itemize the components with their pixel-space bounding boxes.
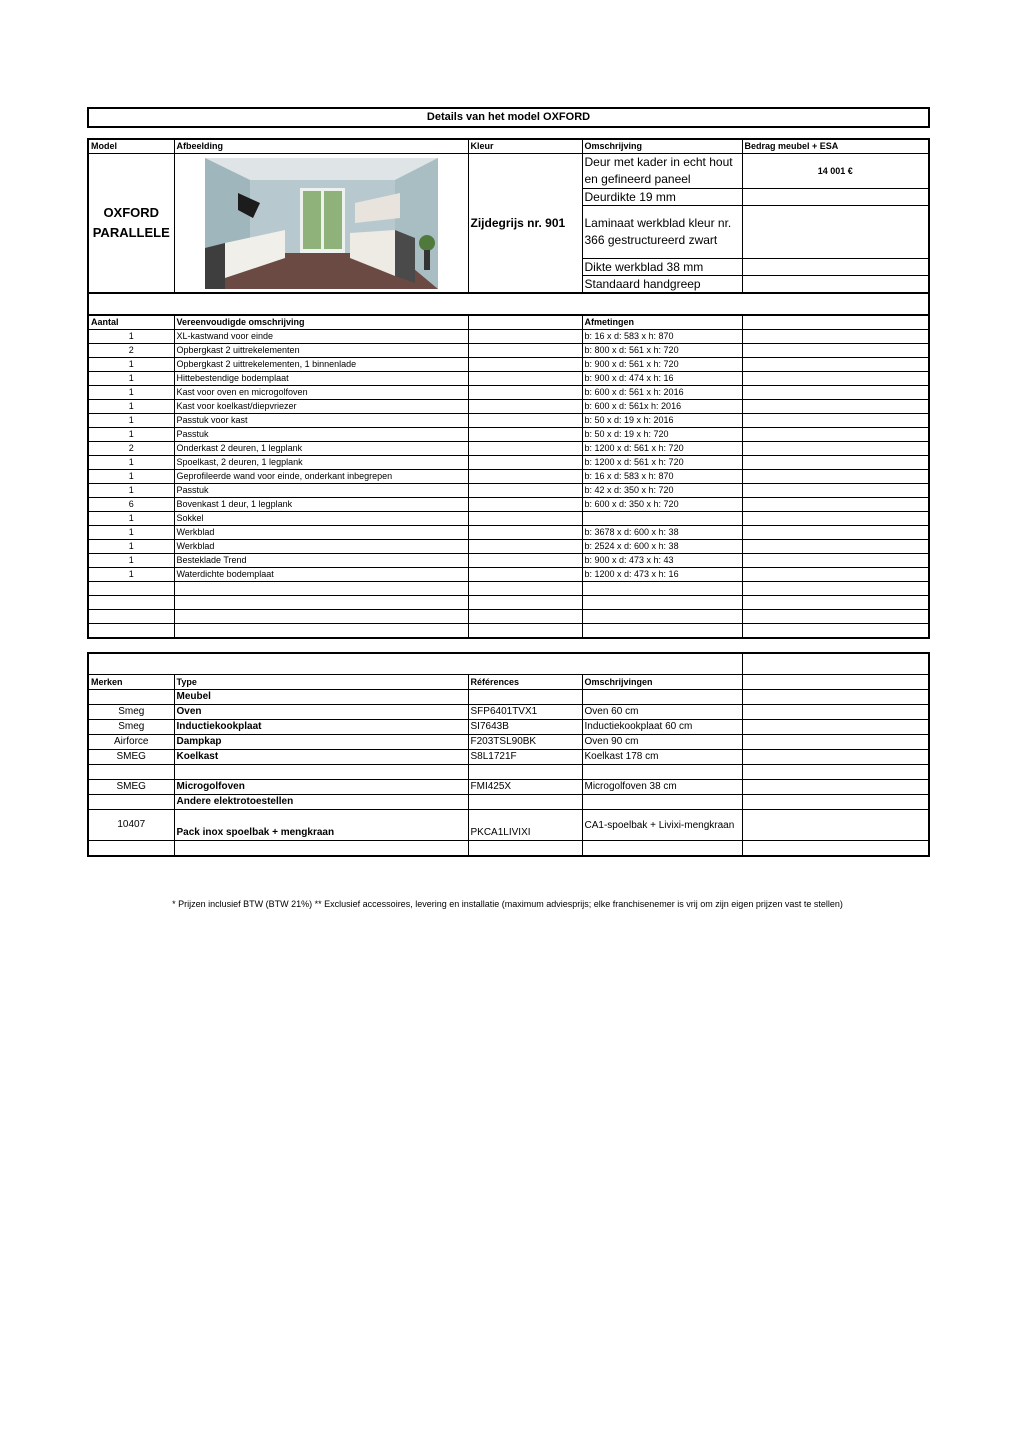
item-description: [174, 596, 468, 610]
appliance-type: Microgolfoven: [174, 780, 468, 795]
item-description: [174, 582, 468, 596]
item-description: Onderkast 2 deuren, 1 legplank: [174, 442, 468, 456]
kitchen-photo: [205, 158, 438, 289]
item-qty: 1: [88, 568, 174, 582]
item-qty: 1: [88, 526, 174, 540]
header-omschrijvingen: Omschrijvingen: [582, 675, 742, 690]
table-row: [88, 720, 929, 735]
header-aantal: Aantal: [88, 315, 174, 330]
appliance-reference: SI7643B: [468, 720, 582, 735]
brand-name: [88, 765, 174, 780]
item-qty: 1: [88, 386, 174, 400]
brands-table: [87, 652, 930, 857]
brand-name: Smeg: [88, 705, 174, 720]
table-row: [88, 610, 929, 624]
item-description: Sokkel: [174, 512, 468, 526]
brand-name: [88, 795, 174, 810]
description-worktop-thickness: Dikte werkblad 38 mm: [582, 259, 742, 276]
table-row: [88, 780, 929, 795]
table-row: [88, 358, 929, 372]
appliance-description: Microgolfoven 38 cm: [582, 780, 742, 795]
header-vereenvoudigde-omschrijving: Vereenvoudigde omschrijving: [174, 315, 468, 330]
appliance-type: Koelkast: [174, 750, 468, 765]
table-row: [88, 456, 929, 470]
header-bedrag: Bedrag meubel + ESA: [742, 139, 929, 154]
table-row: [88, 470, 929, 484]
item-description: Besteklade Trend: [174, 554, 468, 568]
appliance-reference: [468, 765, 582, 780]
table-row: [88, 568, 929, 582]
pack-desc: CA1-spoelbak + Livixi-mengkraan: [582, 810, 742, 841]
appliance-reference: [468, 690, 582, 705]
item-qty: 2: [88, 344, 174, 358]
item-qty: [88, 582, 174, 596]
item-qty: 1: [88, 330, 174, 344]
appliance-description: Inductiekookplaat 60 cm: [582, 720, 742, 735]
item-dimensions: b: 600 x d: 561x h: 2016: [582, 400, 742, 414]
header-omschrijving: Omschrijving: [582, 139, 742, 154]
item-dimensions: b: 3678 x d: 600 x h: 38: [582, 526, 742, 540]
appliance-type: Andere elektrotoestellen: [174, 795, 468, 810]
item-dimensions: [582, 582, 742, 596]
item-description: Spoelkast, 2 deuren, 1 legplank: [174, 456, 468, 470]
item-qty: 1: [88, 372, 174, 386]
table-row: [88, 512, 929, 526]
table-row: [88, 624, 929, 639]
brand-name: SMEG: [88, 780, 174, 795]
item-dimensions: b: 1200 x d: 473 x h: 16: [582, 568, 742, 582]
table-row: [88, 735, 929, 750]
item-qty: 1: [88, 456, 174, 470]
description-worktop: Laminaat werkblad kleur nr. 366 gestructureerd zwart: [582, 206, 742, 259]
item-qty: 2: [88, 442, 174, 456]
table-spacer: [87, 294, 930, 314]
description-handle: Standaard handgreep: [582, 276, 742, 294]
pack-type: Pack inox spoelbak + mengkraan: [174, 810, 468, 841]
table-row: [88, 705, 929, 720]
table-row: [88, 372, 929, 386]
items-table: [87, 314, 930, 639]
item-description: Opbergkast 2 uittrekelementen: [174, 344, 468, 358]
item-dimensions: b: 50 x d: 19 x h: 720: [582, 428, 742, 442]
item-qty: [88, 610, 174, 624]
brand-name: [88, 690, 174, 705]
item-qty: 1: [88, 428, 174, 442]
appliance-type: Oven: [174, 705, 468, 720]
table-row: [88, 442, 929, 456]
item-dimensions: b: 1200 x d: 561 x h: 720: [582, 442, 742, 456]
header-type: Type: [174, 675, 468, 690]
appliance-description: [582, 690, 742, 705]
appliance-description: [582, 765, 742, 780]
pack-row: [88, 810, 929, 841]
item-dimensions: b: 1200 x d: 561 x h: 720: [582, 456, 742, 470]
item-dimensions: b: 42 x d: 350 x h: 720: [582, 484, 742, 498]
item-dimensions: b: 50 x d: 19 x h: 2016: [582, 414, 742, 428]
brand-name: Airforce: [88, 735, 174, 750]
brand-name: SMEG: [88, 750, 174, 765]
item-dimensions: [582, 512, 742, 526]
item-dimensions: b: 800 x d: 561 x h: 720: [582, 344, 742, 358]
appliance-type: [174, 765, 468, 780]
brand-name: Smeg: [88, 720, 174, 735]
item-dimensions: [582, 624, 742, 639]
item-dimensions: b: 2524 x d: 600 x h: 38: [582, 540, 742, 554]
item-description: Hittebestendige bodemplaat: [174, 372, 468, 386]
item-dimensions: b: 16 x d: 583 x h: 870: [582, 470, 742, 484]
items-table-header: [88, 315, 929, 330]
item-qty: 6: [88, 498, 174, 512]
table-row: [88, 596, 929, 610]
item-qty: 1: [88, 414, 174, 428]
item-description: Opbergkast 2 uittrekelementen, 1 binnenlade: [174, 358, 468, 372]
item-dimensions: b: 900 x d: 473 x h: 43: [582, 554, 742, 568]
item-dimensions: [582, 596, 742, 610]
item-description: Passtuk voor kast: [174, 414, 468, 428]
appliance-reference: F203TSL90BK: [468, 735, 582, 750]
table-row: [88, 344, 929, 358]
item-dimensions: b: 900 x d: 561 x h: 720: [582, 358, 742, 372]
table-row: [88, 690, 929, 705]
table-row: [88, 498, 929, 512]
item-qty: [88, 596, 174, 610]
item-qty: 1: [88, 512, 174, 526]
price-value: 14 001 €: [742, 154, 929, 189]
item-dimensions: b: 600 x d: 350 x h: 720: [582, 498, 742, 512]
item-description: Werkblad: [174, 526, 468, 540]
item-qty: 1: [88, 358, 174, 372]
model-table: [87, 138, 930, 294]
header-afmetingen: Afmetingen: [582, 315, 742, 330]
appliance-description: Oven 90 cm: [582, 735, 742, 750]
brands-table-header: [88, 675, 929, 690]
appliance-reference: [468, 795, 582, 810]
appliance-type: Inductiekookplaat: [174, 720, 468, 735]
appliance-type: Meubel: [174, 690, 468, 705]
kleur-value: Zijdegrijs nr. 901: [468, 154, 582, 294]
table-row: [88, 484, 929, 498]
item-description: Passtuk: [174, 484, 468, 498]
item-qty: 1: [88, 554, 174, 568]
table-row: [88, 386, 929, 400]
pack-ref: PKCA1LIVIXI: [468, 810, 582, 841]
appliance-reference: S8L1721F: [468, 750, 582, 765]
item-qty: [88, 624, 174, 639]
item-description: [174, 610, 468, 624]
table-row: [88, 330, 929, 344]
appliance-reference: SFP6401TVX1: [468, 705, 582, 720]
kitchen-illustration: [205, 158, 438, 289]
item-description: Geprofileerde wand voor einde, onderkant inbegrepen: [174, 470, 468, 484]
item-description: XL-kastwand voor einde: [174, 330, 468, 344]
table-row: [88, 428, 929, 442]
item-qty: 1: [88, 470, 174, 484]
item-description: Werkblad: [174, 540, 468, 554]
item-description: Passtuk: [174, 428, 468, 442]
table-row: [88, 400, 929, 414]
item-description: Kast voor oven en microgolfoven: [174, 386, 468, 400]
table-row: [88, 540, 929, 554]
table-row: [88, 526, 929, 540]
table-row: [88, 750, 929, 765]
header-model: Model: [88, 139, 174, 154]
footnote: * Prijzen inclusief BTW (BTW 21%) ** Exclusief accessoires, levering en installatie (maximum adviesprijs; elke franchisenemer is vrij om zijn eigen prijzen vast te stellen): [172, 899, 843, 909]
appliance-description: [582, 795, 742, 810]
table-row: [88, 795, 929, 810]
header-afbeelding: Afbeelding: [174, 139, 468, 154]
header-kleur: Kleur: [468, 139, 582, 154]
appliance-description: Koelkast 178 cm: [582, 750, 742, 765]
item-dimensions: [582, 610, 742, 624]
item-qty: 1: [88, 484, 174, 498]
item-description: Bovenkast 1 deur, 1 legplank: [174, 498, 468, 512]
model-table-header: [88, 139, 929, 154]
appliance-type: Dampkap: [174, 735, 468, 750]
table-row: [88, 554, 929, 568]
header-references: Références: [468, 675, 582, 690]
appliance-description: Oven 60 cm: [582, 705, 742, 720]
description-door: Deur met kader in echt hout en gefineerd paneel: [582, 154, 742, 189]
item-dimensions: b: 900 x d: 474 x h: 16: [582, 372, 742, 386]
description-door-thickness: Deurdikte 19 mm: [582, 189, 742, 206]
item-qty: 1: [88, 400, 174, 414]
item-description: [174, 624, 468, 639]
item-dimensions: b: 16 x d: 583 x h: 870: [582, 330, 742, 344]
appliance-reference: FMI425X: [468, 780, 582, 795]
table-row: [88, 765, 929, 780]
header-merken: Merken: [88, 675, 174, 690]
kitchen-image-cell: [174, 154, 468, 294]
table-row: [88, 414, 929, 428]
item-qty: 1: [88, 540, 174, 554]
model-name: OXFORD PARALLELE: [88, 154, 174, 294]
page-title: Details van het model OXFORD: [87, 107, 930, 128]
table-row: [88, 582, 929, 596]
pack-brand: 10407: [88, 810, 174, 841]
item-description: Waterdichte bodemplaat: [174, 568, 468, 582]
item-description: Kast voor koelkast/diepvriezer: [174, 400, 468, 414]
item-dimensions: b: 600 x d: 561 x h: 2016: [582, 386, 742, 400]
